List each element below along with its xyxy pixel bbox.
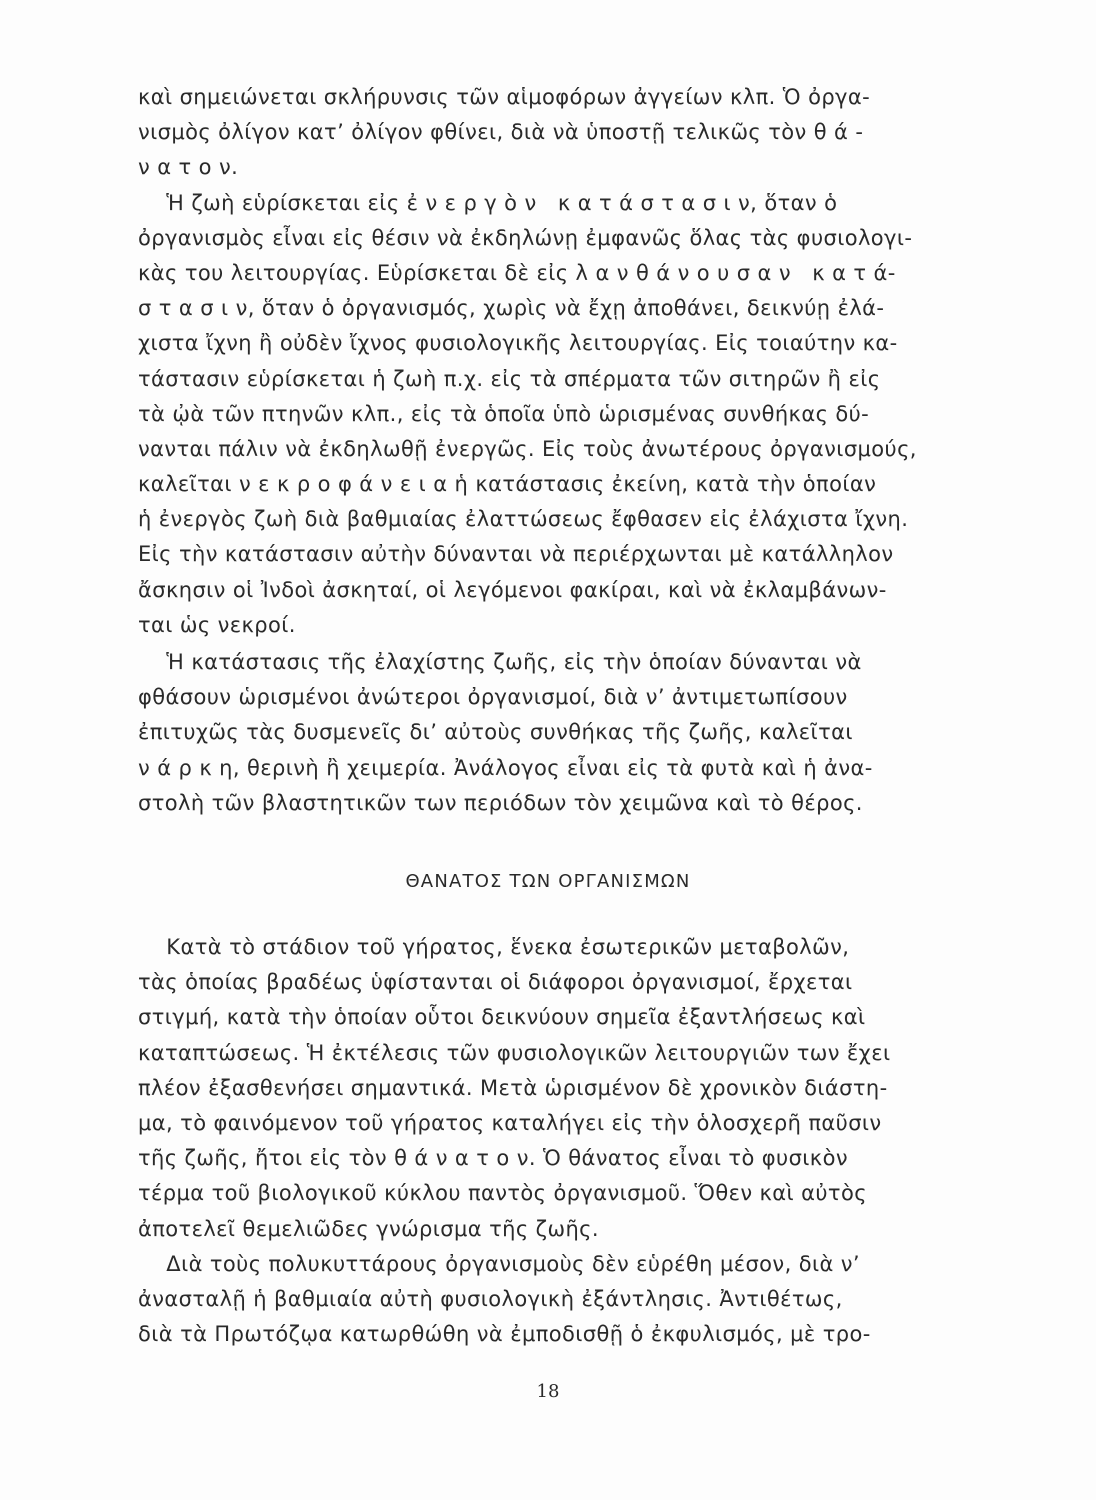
text-line: φθάσουν ὡρισμένοι ἀνώτεροι ὀργανισμοί, διὰ ν’ ἀντιμετωπίσουν [138,685,848,710]
text-line: ἄσκησιν οἱ Ἰνδοὶ ἀσκηταί, οἱ λεγόμενοι φακίραι, καὶ νὰ ἐκλαμβάνων- [138,577,887,602]
text-line: πλέον ἐξασθενήσει σημαντικά. Μετὰ ὡρισμένον δὲ χρονικὸν διάστη- [138,1075,888,1100]
paragraph-narcosis [138,645,980,821]
text-line: ἐπιτυχῶς τὰς δυσμενεῖς δι’ αὐτοὺς συνθήκας τῆς ζωῆς, καλεῖται [138,720,853,745]
text-line: τὰ ᾠὰ τῶν πτηνῶν κλπ., εἰς τὰ ὁποῖα ὑπὸ ὡρισμένας συνθήκας δύ- [138,401,870,426]
text-line: σ τ α σ ι ν, ὅταν ὁ ὀργανισμός, χωρὶς νὰ ἔχῃ ἀποθάνει, δεικνύῃ ἐλά- [138,296,885,321]
text-line: ν ά ρ κ η, θερινὴ ἢ χειμερία. Ἀνάλογος εἶναι εἰς τὰ φυτὰ καὶ ἡ ἀνα- [138,755,873,780]
text-line: νανται πάλιν νὰ ἐκδηλωθῇ ἐνεργῶς. Εἰς τοὺς ἀνωτέρους ὀργανισμούς, [138,436,917,461]
text-line: τῆς ζωῆς, ἤτοι εἰς τὸν θ ά ν α τ ο ν. Ὁ θάνατος εἶναι τὸ φυσικὸν [138,1146,848,1171]
text-line: Ἡ ζωὴ εὑρίσκεται εἰς ἐ ν ε ρ γ ὸ ν κ α τ ά σ τ α σ ι ν, ὅταν ὁ [138,190,838,215]
paragraph-death-of-organisms [138,930,980,1352]
text-line: ὀργανισμὸς εἶναι εἰς θέσιν νὰ ἐκδηλώνῃ ἐμφανῶς ὅλας τὰς φυσιολογι- [138,225,913,250]
text-line: τὰς ὁποίας βραδέως ὑφίστανται οἱ διάφοροι ὀργανισμοί, ἔρχεται [138,970,853,995]
text-line: χιστα ἴχνη ἢ οὐδὲν ἴχνος φυσιολογικῆς λειτουργίας. Εἰς τοιαύτην κα- [138,331,898,356]
text-line: καλεῖται ν ε κ ρ ο φ ά ν ε ι α ἡ κατάστασις ἐκείνη, κατὰ τὴν ὁποίαν [138,472,877,497]
text-line: ἡ ἐνεργὸς ζωὴ διὰ βαθμιαίας ἐλαττώσεως ἔφθασεν εἰς ἐλάχιστα ἴχνη. [138,507,909,532]
text-line: ν α τ ο ν. [138,155,239,180]
text-line: Κατὰ τὸ στάδιον τοῦ γήρατος, ἕνεκα ἐσωτερικῶν μεταβολῶν, [138,935,850,959]
page-number: 18 [536,1381,560,1402]
text-line: ἀποτελεῖ θεμελιῶδες γνώρισμα τῆς ζωῆς. [138,1216,599,1241]
text-line: ἀνασταλῇ ἡ βαθμιαία αὐτὴ φυσιολογικὴ ἐξάντλησις. Ἀντιθέτως, [138,1286,843,1311]
text-line: τέρμα τοῦ βιολογικοῦ κύκλου παντὸς ὀργανισμοῦ. Ὅθεν καὶ αὐτὸς [138,1181,867,1206]
text-line: Εἰς τὴν κατάστασιν αὐτὴν δύνανται νὰ περιέρχωνται μὲ κατάλληλον [138,542,894,567]
text-line: κὰς του λειτουργίας. Εὑρίσκεται δὲ εἰς λ α ν θ ά ν ο υ σ α ν κ α τ ά- [138,260,896,285]
text-line: Ἡ κατάστασις τῆς ἐλαχίστης ζωῆς, εἰς τὴν ὁποίαν δύνανται νὰ [138,650,862,674]
text-line: στολὴ τῶν βλαστητικῶν των περιόδων τὸν χειμῶνα καὶ τὸ θέρος. [138,790,863,815]
text-line: Διὰ τοὺς πολυκυττάρους ὀργανισμοὺς δὲν εὑρέθη μέσον, διὰ ν’ [138,1251,860,1276]
text-line: ται ὡς νεκροί. [138,612,296,637]
section-heading: ΘΑΝΑΤΟΣ ΤΩΝ ΟΡΓΑΝΙΣΜΩΝ [405,871,691,892]
text-line: στιγμή, κατὰ τὴν ὁποίαν οὗτοι δεικνύουν σημεῖα ἐξαντλήσεως καὶ [138,1005,866,1030]
text-line: μα, τὸ φαινόμενον τοῦ γήρατος καταλήγει εἰς τὴν ὁλοσχερῆ παῦσιν [138,1110,882,1135]
paragraph-necrophania [138,80,980,643]
text-line: νισμὸς ὀλίγον κατ’ ὀλίγον φθίνει, διὰ νὰ ὑποστῇ τελικῶς τὸν θ ά - [138,120,864,145]
text-line: τάστασιν εὑρίσκεται ἡ ζωὴ π.χ. εἰς τὰ σπέρματα τῶν σιτηρῶν ἢ εἰς [138,366,881,391]
text-line: διὰ τὰ Πρωτόζῳα κατωρθώθη νὰ ἐμποδισθῇ ὁ ἐκφυλισμός, μὲ τρο- [138,1322,871,1347]
text-line: καὶ σημειώνεται σκλήρυνσις τῶν αἱμοφόρων ἀγγείων κλπ. Ὁ ὀργα- [138,85,871,109]
text-line: καταπτώσεως. Ἡ ἐκτέλεσις τῶν φυσιολογικῶν λειτουργιῶν των ἔχει [138,1040,891,1065]
